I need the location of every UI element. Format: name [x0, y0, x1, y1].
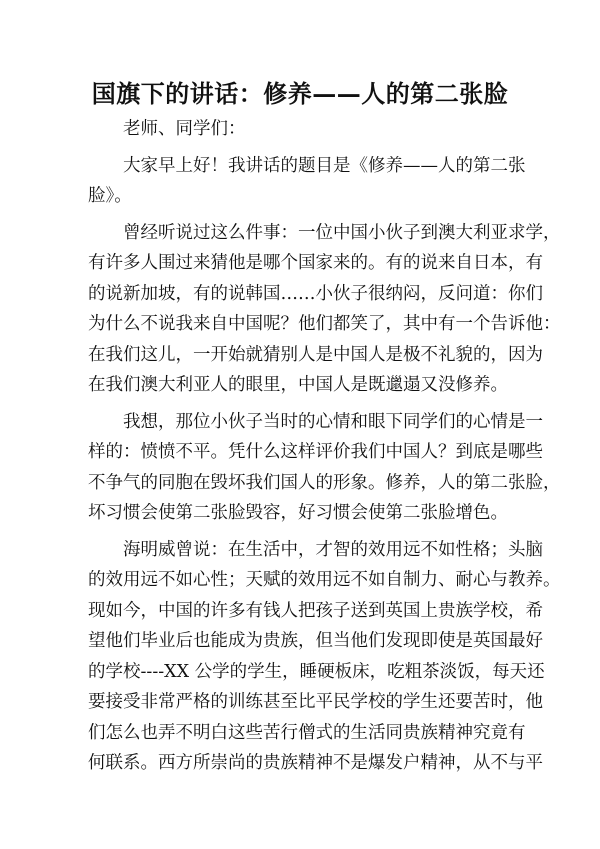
- paragraph: [88, 151, 526, 212]
- paragraph: [88, 114, 514, 145]
- paragraph-line: 的说新加坡，有的说韩国……小伙子很纳闷，反问道：你们: [88, 283, 543, 304]
- paragraph-line: 们怎么也弄不明白这些苦行僧式的生活同贵族精神究竟有: [88, 722, 526, 743]
- paragraph-line: 脸》。: [88, 186, 132, 206]
- paragraph-line: 在我们这儿，一开始就猜别人是中国人是极不礼貌的，因为: [88, 344, 543, 365]
- paragraph-line: 要接受非常严格的训练甚至比平民学校的学生还要苦时，他: [88, 692, 543, 712]
- paragraph-line: 坏习惯会使第二张脸毁容，好习惯会使第二张脸增色。: [88, 503, 508, 523]
- paragraph-line: 何联系。西方所崇尚的贵族精神不是爆发户精神，从不与平: [88, 753, 543, 773]
- paragraph-line: 的效用远不如心性；天赋的效用远不如自制力、耐心与教养。: [88, 570, 561, 590]
- paragraph-line: 海明威曾说：在生活中，才智的效用远不如性格；头脑: [123, 539, 543, 560]
- paragraph-line: 我想，那位小伙子当时的心情和眼下同学们的心情是一: [123, 411, 543, 432]
- paragraph-line: 大家早上好！我讲话的题目是《修养——人的第二张: [123, 155, 526, 176]
- paragraph-line: 在我们澳大利亚人的眼里，中国人是既邋遢又没修养。: [88, 375, 508, 395]
- paragraph-line: 有许多人围过来猜他是哪个国家来的。有的说来自日本，有: [88, 253, 543, 273]
- paragraph: [88, 407, 561, 529]
- paragraph-line: 为什么不说我来自中国呢？他们都笑了，其中有一个告诉他：: [88, 314, 561, 334]
- paragraph-line: 的学校----XX 公学的学生，睡硬板床，吃粗茶淡饭，每天还: [88, 661, 545, 682]
- paragraph-line: 老师、同学们：: [123, 119, 246, 139]
- document-title: 国旗下的讲话：修养——人的第二张脸: [91, 79, 509, 108]
- paragraph-line: 望他们毕业后也能成为贵族，但当他们发现即使是英国最好: [88, 631, 543, 651]
- paragraph: [88, 218, 561, 401]
- paragraph-line: 现如今，中国的许多有钱人把孩子送到英国上贵族学校，希: [88, 600, 543, 621]
- paragraph-line: 不争气的同胞在毁坏我们国人的形象。修养，人的第二张脸，: [88, 472, 561, 493]
- document-body: [88, 114, 561, 785]
- paragraph-line: 样的：愤愤不平。凭什么这样评价我们中国人？到底是哪些: [88, 442, 543, 462]
- paragraph-line: 曾经听说过这么件事：一位中国小伙子到澳大利亚求学，: [123, 222, 561, 243]
- paragraph: [88, 535, 561, 779]
